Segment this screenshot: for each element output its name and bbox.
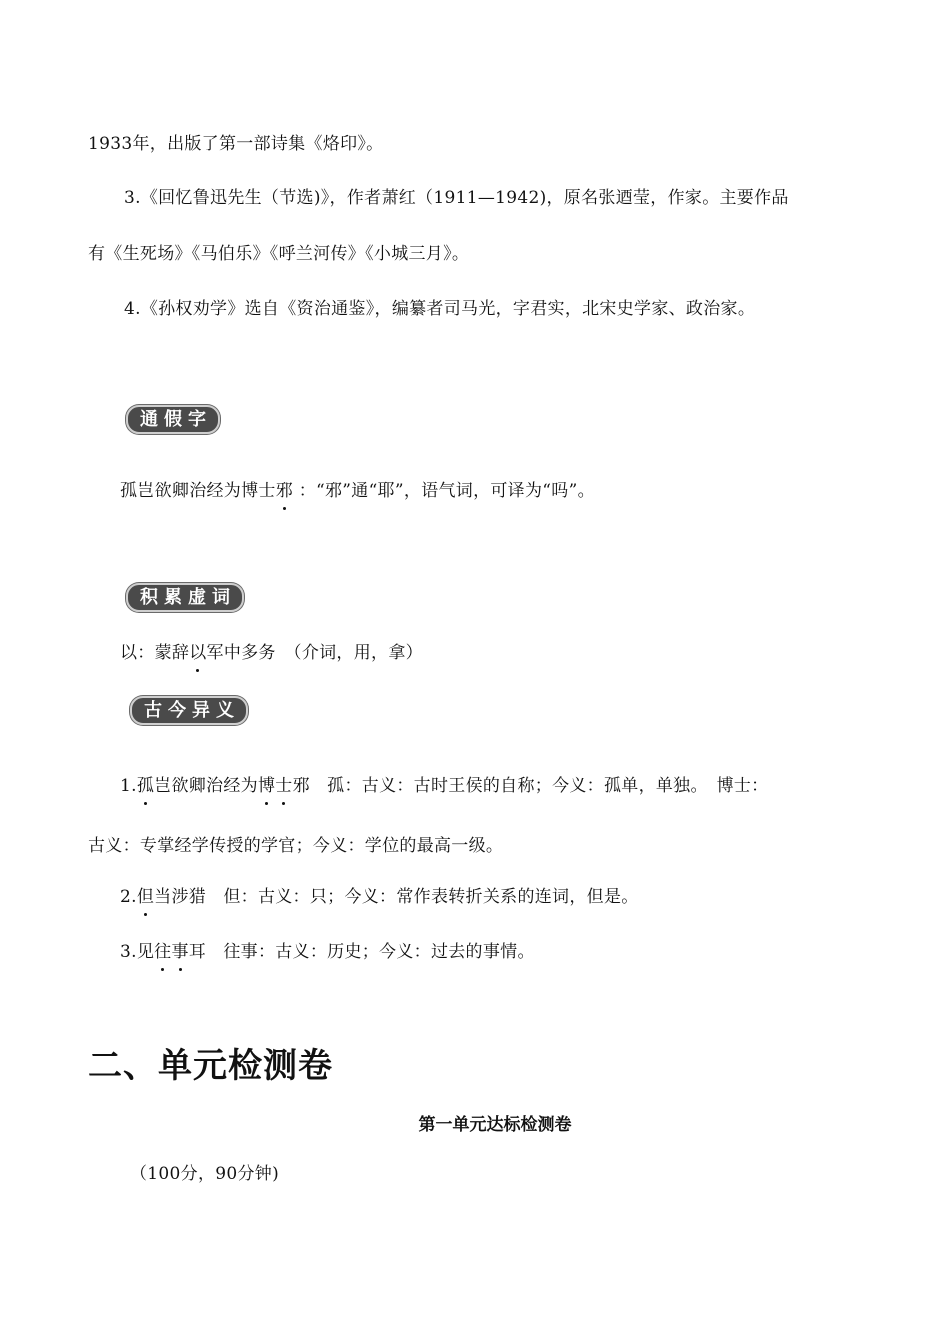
section-heading: 二、单元检测卷 xyxy=(88,1046,333,1086)
gujin-item-1-text: 岂欲卿治经为 xyxy=(154,776,258,796)
authors-item-3-line-2: 有《生死场》《马伯乐》《呼兰河传》《小城三月》。 xyxy=(88,244,470,264)
gujin-badge: 古今异义 xyxy=(130,696,248,725)
gujin-item-3-text: 耳 往事：古义：历史；今义：过去的事情。 xyxy=(188,942,535,962)
tongjiazi-text-pre: 孤岂欲卿治经为博士 xyxy=(120,481,276,501)
xuci-badge: 积累虚词 xyxy=(126,583,244,612)
dotted-char: 往 xyxy=(154,942,172,962)
authors-item-3-line-1: 3.《回忆鲁迅先生（节选)》，作者萧红（1911—1942)，原名张迺莹，作家。主要作品 xyxy=(124,188,789,208)
authors-item-4: 4.《孙权劝学》选自《资治通鉴》，编纂者司马光，字君实，北宋史学家、政治家。 xyxy=(124,299,756,319)
dotted-char: 事 xyxy=(171,942,189,962)
gujin-item-3-number: 3.见 xyxy=(120,942,155,962)
dotted-char: 但 xyxy=(136,887,155,907)
gujin-item-2-number: 2. xyxy=(120,887,137,907)
xuci-text-post: 军中多务 （介词，用，拿） xyxy=(206,643,423,663)
dotted-char: 邪 xyxy=(275,481,294,501)
gujin-item-1-number: 1. xyxy=(120,776,137,796)
test-title: 第一单元达标检测卷 xyxy=(418,1115,572,1135)
gujin-item-2-text: 当涉猎 但：古义：只；今义：常作表转折关系的连词，但是。 xyxy=(154,887,639,907)
authors-line-1: 1933年，出版了第一部诗集《烙印》。 xyxy=(88,134,384,154)
tongjiazi-badge: 通假字 xyxy=(126,405,220,434)
dotted-char: 士 xyxy=(275,776,293,796)
gujin-item-1-line-2: 古义：专掌经学传授的学官；今义：学位的最高一级。 xyxy=(88,836,504,856)
tongjiazi-text-post: ：“邪”通“耶”，语气词，可译为“吗”。 xyxy=(293,481,595,501)
test-meta: （100分，90分钟) xyxy=(130,1164,280,1184)
xuci-text-pre: 以：蒙辞 xyxy=(120,643,190,663)
xuci-entry xyxy=(120,642,423,664)
gujin-item-1-line-1 xyxy=(120,775,768,797)
dotted-char: 以 xyxy=(189,643,207,663)
dotted-char: 博 xyxy=(257,776,276,796)
dotted-char: 孤 xyxy=(136,776,155,796)
gujin-item-1-note: 邪 孤：古义：古时王侯的自称；今义：孤单，单独。 博士： xyxy=(292,776,769,796)
tongjiazi-entry xyxy=(120,480,595,502)
gujin-item-2 xyxy=(120,886,639,908)
gujin-item-3 xyxy=(120,941,535,963)
